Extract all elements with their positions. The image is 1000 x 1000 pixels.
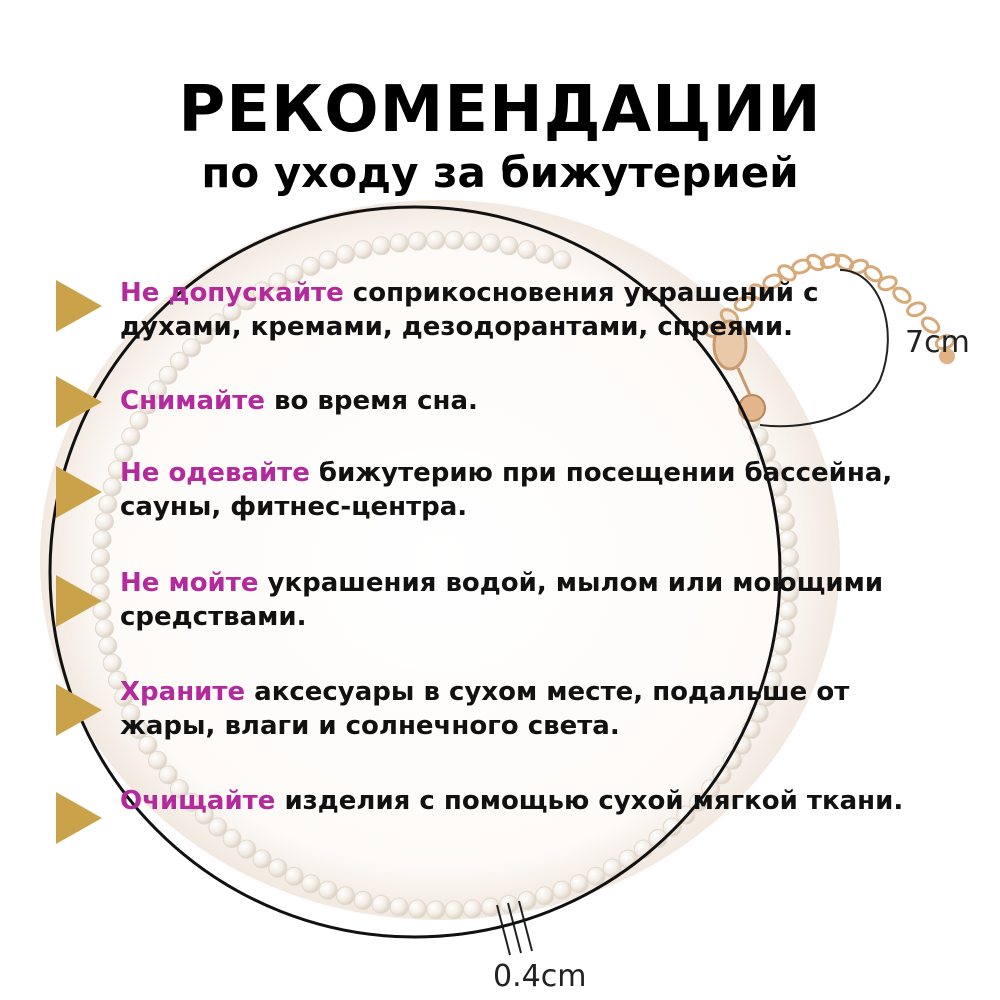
pearl-bead bbox=[390, 898, 408, 916]
pearl-bead bbox=[103, 478, 121, 496]
pearl-bead bbox=[427, 901, 445, 919]
tip-text: изделия с помощью сухой мягкой ткани. bbox=[275, 786, 904, 816]
tip-item bbox=[120, 675, 940, 743]
tip-text: бижутерию при посещении бассейна, сауны, фитнес-центра. bbox=[120, 458, 893, 522]
pearl-bead bbox=[253, 850, 271, 868]
pearl-bead bbox=[122, 428, 140, 446]
pearl-bead bbox=[92, 548, 110, 566]
pearl-bead bbox=[409, 232, 427, 250]
pearl-bead bbox=[536, 887, 554, 905]
tip-text: во время сна. bbox=[264, 386, 478, 416]
pearl-bead bbox=[354, 241, 372, 259]
pearl-bead bbox=[354, 891, 372, 909]
pearl-bead bbox=[336, 887, 354, 905]
pearl-bead bbox=[319, 881, 337, 899]
triangle-bullet-icon bbox=[56, 280, 102, 332]
pearl-bead bbox=[91, 566, 109, 584]
tip-item bbox=[120, 456, 940, 524]
page-title: РЕКОМЕНДАЦИИ bbox=[178, 73, 822, 147]
pearl-bead bbox=[553, 881, 571, 899]
tip-text: аксесуары в сухом месте, подальше от жары, влаги и солнечного света. bbox=[120, 677, 850, 741]
pearl-bead bbox=[336, 245, 354, 263]
pearl-bead bbox=[587, 867, 605, 885]
pearl-bead bbox=[464, 232, 482, 250]
pearl-bead bbox=[93, 530, 111, 548]
pearl-bead bbox=[536, 245, 554, 263]
pearl-bead bbox=[95, 513, 113, 531]
triangle-bullet-icon bbox=[56, 792, 102, 844]
pearl-bead bbox=[95, 619, 113, 637]
pearl-bead bbox=[390, 234, 408, 252]
pearl-bead bbox=[99, 637, 117, 655]
pearl-bead bbox=[482, 234, 500, 252]
tip-highlight: Храните bbox=[120, 677, 246, 707]
tip-highlight: Не одевайте bbox=[120, 458, 310, 488]
pearl-bead bbox=[302, 257, 320, 275]
pearl-bead bbox=[553, 251, 571, 269]
pearl-bead bbox=[269, 859, 287, 877]
pearl-bead bbox=[427, 231, 445, 249]
pearl-bead bbox=[372, 237, 390, 255]
tip-text: соприкосновения украшений с духами, кремами, дезодорантами, спреями. bbox=[120, 278, 819, 342]
page-subtitle: по уходу за бижутерией bbox=[201, 148, 799, 197]
pearl-bead bbox=[285, 867, 303, 885]
tip-item bbox=[120, 566, 940, 634]
pearl-bead bbox=[779, 530, 797, 548]
tip-highlight: Очищайте bbox=[120, 786, 276, 816]
tip-highlight: Не допускайте bbox=[120, 278, 344, 308]
chain-length-label: 7cm bbox=[905, 325, 970, 360]
tip-item bbox=[120, 384, 940, 418]
pearl-bead bbox=[500, 237, 518, 255]
pearl-bead bbox=[464, 900, 482, 918]
pearl-bead bbox=[372, 895, 390, 913]
pearl-bead bbox=[445, 231, 463, 249]
pearl-bead bbox=[302, 875, 320, 893]
tip-item bbox=[120, 784, 940, 818]
tip-text: украшения водой, мылом или моющими средствами. bbox=[120, 568, 884, 632]
tip-item bbox=[120, 276, 940, 344]
pearl-size-label: 0.4cm bbox=[493, 959, 587, 994]
tip-highlight: Снимайте bbox=[120, 386, 265, 416]
tip-highlight: Не мойте bbox=[120, 568, 259, 598]
pearl-bead bbox=[103, 654, 121, 672]
pearl-bead bbox=[319, 251, 337, 269]
pearl-bead bbox=[570, 875, 588, 893]
pearl-bead bbox=[781, 548, 799, 566]
pearl-bead bbox=[99, 495, 117, 513]
pearl-bead bbox=[445, 901, 463, 919]
pearl-bead bbox=[518, 241, 536, 259]
pearl-bead bbox=[773, 637, 791, 655]
pearl-bead bbox=[409, 900, 427, 918]
